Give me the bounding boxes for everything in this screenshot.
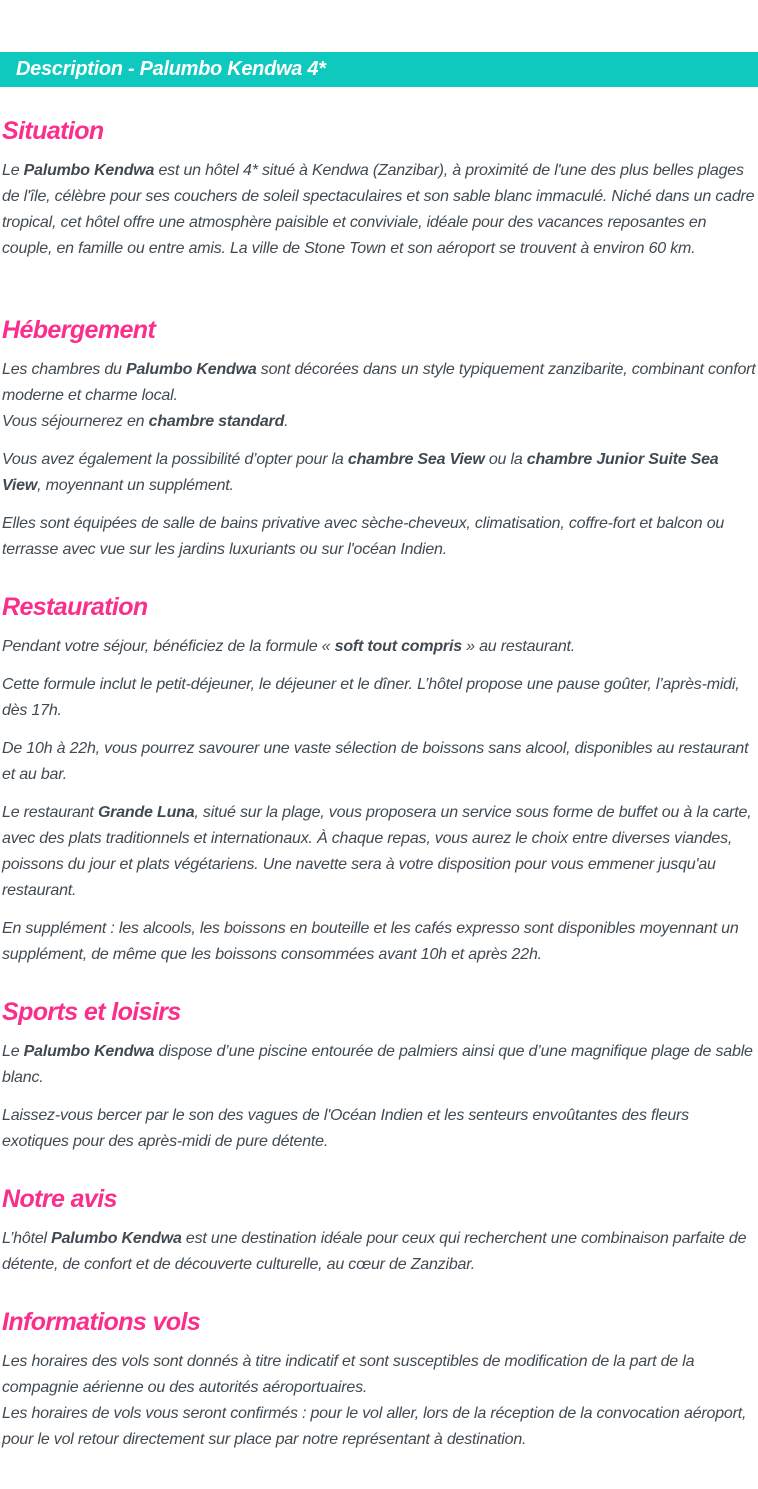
section-body-situation <box>2 158 756 262</box>
section-notre-avis <box>2 1185 756 1278</box>
description-banner <box>0 52 758 87</box>
paragraph: Laissez-vous bercer par le son des vagues de l'Océan Indien et les senteurs envoûtantes des fleurs exotiques pour des après-midi de pure détente. <box>2 1107 689 1150</box>
section-heading-hebergement: Hébergement <box>2 316 156 344</box>
section-restauration <box>2 593 756 968</box>
paragraph: Les horaires des vols sont donnés à titre indicatif et sont susceptibles de modification de la part de la compagnie aérienne ou des autorités aéroportuaires. Les horaires de vols vous seront confirmés : pour le vol aller, lors de la réception de la convocation aéroport, pour le vol retour directement sur place par notre représentant à destination. <box>2 1353 747 1448</box>
section-body-notre-avis <box>2 1226 756 1278</box>
page <box>0 52 758 1489</box>
section-heading-restauration: Restauration <box>2 593 148 621</box>
paragraph: Le Palumbo Kendwa est un hôtel 4* situé à Kendwa (Zanzibar), à proximité de l'une des plus belles plages de l'île, célèbre pour ses couchers de soleil spectaculaires et son sable blanc immaculé. Niché dans un cadre tropical, cet hôtel offre une atmosphère paisible et conviviale, idéale pour des vacances reposantes en couple, en famille ou entre amis. La ville de Stone Town et son aéroport se trouvent à environ 60 km. <box>2 162 755 257</box>
paragraph: Le restaurant Grande Luna, situé sur la plage, vous proposera un service sous forme de buffet ou à la carte, avec des plats traditionnels et internationaux. À chaque repas, vous aurez le choix entre diverses viandes, poissons du jour et plats végétariens. Une navette sera à votre disposition pour vous emmener jusqu'au restaurant. <box>2 804 752 899</box>
paragraph: Vous avez également la possibilité d’opter pour la chambre Sea View ou la chambre Junior Suite Sea View, moyennant un supplément. <box>2 451 719 494</box>
section-heading-sports-et-loisirs: Sports et loisirs <box>2 998 181 1026</box>
section-body-informations-vols <box>2 1349 756 1453</box>
section-hebergement <box>2 316 756 563</box>
paragraph: Cette formule inclut le petit-déjeuner, le déjeuner et le dîner. L’hôtel propose une pause goûter, l’après-midi, dès 17h. <box>2 676 740 719</box>
section-heading-situation: Situation <box>2 117 104 145</box>
section-body-sports-et-loisirs <box>2 1039 756 1155</box>
section-heading-notre-avis: Notre avis <box>2 1185 117 1213</box>
content <box>0 117 758 1489</box>
section-heading-informations-vols: Informations vols <box>2 1308 201 1336</box>
section-body-hebergement <box>2 357 756 563</box>
paragraph: Elles sont équipées de salle de bains privative avec sèche-cheveux, climatisation, coffre-fort et balcon ou terrasse avec vue sur les jardins luxuriants ou sur l'océan Indien. <box>2 515 725 558</box>
paragraph: Les chambres du Palumbo Kendwa sont décorées dans un style typiquement zanzibarite, combinant confort moderne et charme local. Vous séjournerez en chambre standard. <box>2 361 756 430</box>
page-title: Description - Palumbo Kendwa 4* <box>16 58 326 80</box>
section-informations-vols <box>2 1308 756 1453</box>
paragraph: L’hôtel Palumbo Kendwa est une destination idéale pour ceux qui recherchent une combinaison parfaite de détente, de confort et de découverte culturelle, au cœur de Zanzibar. <box>2 1230 747 1273</box>
paragraph: De 10h à 22h, vous pourrez savourer une vaste sélection de boissons sans alcool, disponibles au restaurant et au bar. <box>2 740 749 783</box>
paragraph: Le Palumbo Kendwa dispose d’une piscine entourée de palmiers ainsi que d’une magnifique plage de sable blanc. <box>2 1043 753 1086</box>
paragraph: En supplément : les alcools, les boissons en bouteille et les cafés expresso sont disponibles moyennant un supplément, de même que les boissons consommées avant 10h et après 22h. <box>2 920 739 963</box>
section-sports-et-loisirs <box>2 998 756 1155</box>
section-body-restauration <box>2 634 756 968</box>
section-situation <box>2 117 756 262</box>
paragraph: Pendant votre séjour, bénéficiez de la formule « soft tout compris » au restaurant. <box>2 638 576 655</box>
